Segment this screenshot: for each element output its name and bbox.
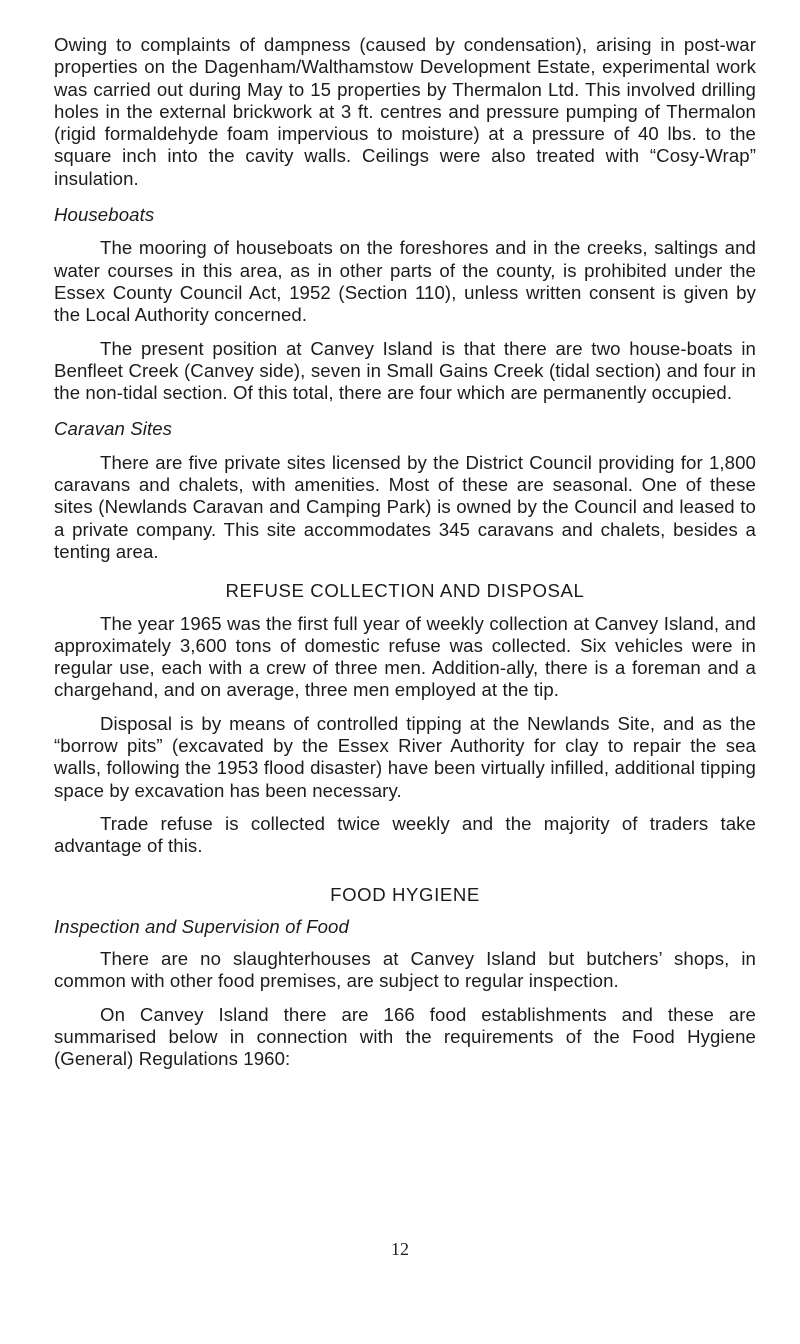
- caravan-sites-heading: Caravan Sites: [54, 418, 173, 440]
- food-hygiene-heading: FOOD HYGIENE: [330, 883, 480, 905]
- food-inspection-subheading: Inspection and Supervision of Food: [54, 915, 349, 937]
- refuse-heading: REFUSE COLLECTION AND DISPOSAL: [225, 580, 585, 602]
- refuse-paragraph-1: The year 1965 was the first full year of weekly collection at Canvey Island, and approximately 3,600 tons of domestic refuse was collected. Six vehicles were in regular use, each with a crew of three men. Addition-ally, there is a foreman and a chargehand, and on average, three men employed at the tip.: [54, 612, 756, 701]
- food-hygiene-paragraph-2: On Canvey Island there are 166 food establishments and these are summarised below in connection with the requirements of the Food Hygiene (General) Regulations 1960:: [54, 1003, 756, 1070]
- refuse-paragraph-3: Trade refuse is collected twice weekly and the majority of traders take advantage of this.: [54, 812, 756, 857]
- houseboats-paragraph-2: The present position at Canvey Island is that there are two house-boats in Benfleet Creek (Canvey side), seven in Small Gains Creek (tidal section) and four in the non-tidal section. Of this total, there are four which are permanently occupied.: [54, 337, 756, 404]
- document-page: [54, 34, 756, 1071]
- houseboats-paragraph-1: The mooring of houseboats on the foreshores and in the creeks, saltings and water courses in this area, as in other parts of the county, is prohibited under the Essex County Council Act, 1952 (Section 110), unless written consent is given by the Local Authority concerned.: [54, 237, 756, 326]
- houseboats-heading: Houseboats: [54, 204, 155, 226]
- page-number: 12: [391, 1239, 409, 1259]
- refuse-paragraph-2: Disposal is by means of controlled tipping at the Newlands Site, and as the “borrow pits” (excavated by the Essex River Authority for clay to repair the sea walls, following the 1953 flood disaster) have been virtually infilled, additional tipping space by excavation has been necessary.: [54, 712, 756, 801]
- intro-paragraph: Owing to complaints of dampness (caused by condensation), arising in post-war properties on the Dagenham/Walthamstow Development Estate, experimental work was carried out during May to 15 properties by Thermalon Ltd. This involved drilling holes in the external brickwork at 3 ft. centres and pressure pumping of Thermalon (rigid formaldehyde foam impervious to moisture) at a pressure of 40 lbs. to the square inch into the cavity walls. Ceilings were also treated with “Cosy-Wrap” insulation.: [54, 34, 756, 189]
- caravan-sites-paragraph: There are five private sites licensed by the District Council providing for 1,800 caravans and chalets, with amenities. Most of these are seasonal. One of these sites (Newlands Caravan and Camping Park) is owned by the Council and leased to a private company. This site accommodates 345 caravans and chalets, besides a tenting area.: [54, 451, 756, 562]
- food-hygiene-paragraph-1: There are no slaughterhouses at Canvey Island but butchers’ shops, in common with other food premises, are subject to regular inspection.: [54, 948, 756, 992]
